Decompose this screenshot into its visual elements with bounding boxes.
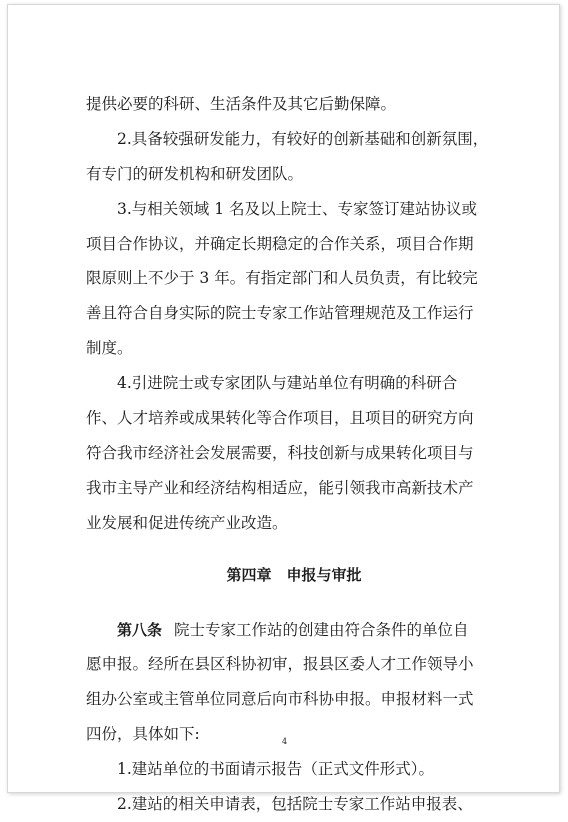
article-first-line xyxy=(86,613,494,648)
text-line: 2.建站的相关申请表，包括院士专家工作站申报表、 xyxy=(117,795,473,814)
text-line: 善且符合自身实际的院士专家工作站管理规范及工作运行 xyxy=(86,304,474,323)
text-line: 提供必要的科研、生活条件及其它后勤保障。 xyxy=(86,95,397,113)
article-label: 第八条 xyxy=(117,620,163,639)
page-number: 4 xyxy=(281,737,288,746)
text-line: 4.引进院士或专家团队与建站单位有明确的科研合 xyxy=(117,374,458,393)
article-text: 院士专家工作站的创建由符合条件的单位自 xyxy=(174,620,469,639)
text-line: 限原则上不少于 3 年。有指定部门和人员负责，有比较完 xyxy=(86,269,478,288)
text-line: 组办公室或主管单位同意后向市科协申报。申报材料一式 xyxy=(86,690,474,709)
chapter-heading: 第四章 申报与审批 xyxy=(226,565,362,584)
text-line: 符合我市经济社会发展需要，科技创新与成果转化项目与 xyxy=(86,443,474,462)
document-page xyxy=(7,4,560,814)
text-line: 四份，具体如下: xyxy=(86,725,200,744)
text-line: 项目合作协议，并确定长期稳定的合作关系，项目合作期 xyxy=(86,234,474,253)
text-line: 2.具备较强研发能力，有较好的创新基础和创新氛围， xyxy=(117,129,489,148)
text-line: 3.与相关领域 1 名及以上院士、专家签订建站协议或 xyxy=(117,199,478,218)
text-line: 我市主导产业和经济结构相适应，能引领我市高新技术产 xyxy=(86,478,474,497)
text-line: 愿申报。经所在县区科协初审，报县区委人才工作领导小 xyxy=(86,655,474,674)
text-line: 有专门的研发机构和研发团队。 xyxy=(86,164,304,183)
text-line: 业发展和促进传统产业改造。 xyxy=(86,513,288,532)
page-body xyxy=(86,87,494,822)
text-line: 1.建站单位的书面请示报告（正式文件形式）。 xyxy=(117,760,435,779)
text-line: 制度。 xyxy=(86,339,133,358)
text-line: 作、人才培养或成果转化等合作项目，且项目的研究方向 xyxy=(86,409,474,428)
